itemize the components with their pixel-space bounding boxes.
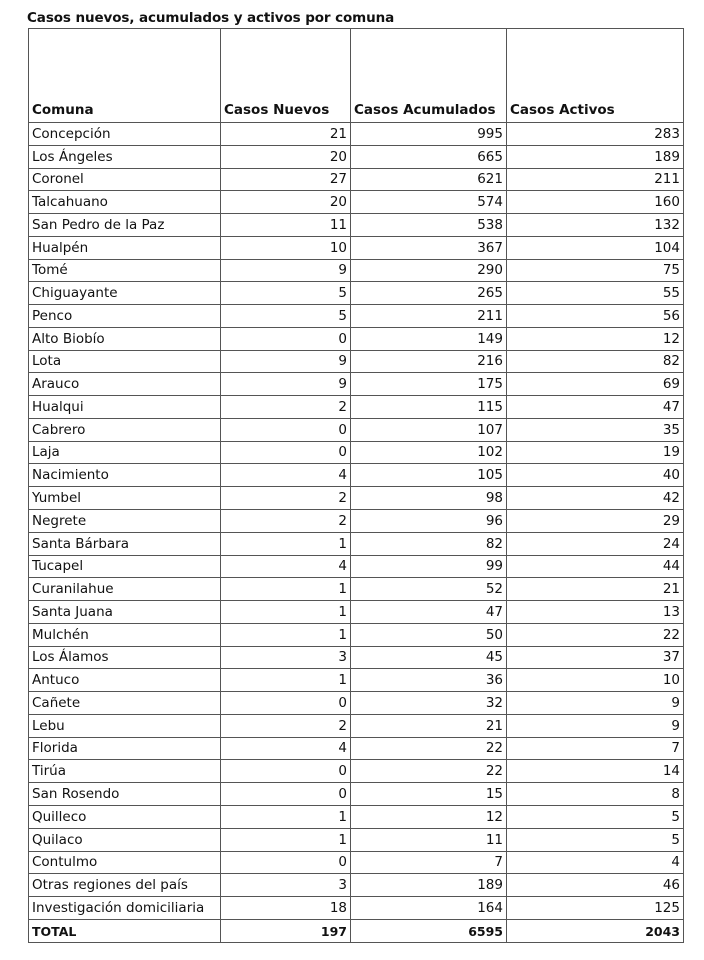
comuna-cell: Negrete	[29, 510, 221, 533]
casos-activos-cell: 4	[507, 851, 684, 874]
table-row	[29, 760, 684, 783]
casos-acumulados-cell: 96	[351, 510, 507, 533]
table-row	[29, 669, 684, 692]
casos-nuevos-cell: 2	[221, 487, 351, 510]
comuna-cell: Alto Biobío	[29, 327, 221, 350]
casos-activos-cell: 14	[507, 760, 684, 783]
casos-activos-cell: 283	[507, 123, 684, 146]
casos-activos-cell: 69	[507, 373, 684, 396]
total-casos-activos: 2043	[507, 919, 684, 942]
table-row	[29, 805, 684, 828]
casos-acumulados-cell: 164	[351, 897, 507, 920]
casos-nuevos-cell: 21	[221, 123, 351, 146]
casos-activos-cell: 82	[507, 350, 684, 373]
casos-nuevos-cell: 1	[221, 601, 351, 624]
casos-acumulados-cell: 15	[351, 783, 507, 806]
table-row	[29, 418, 684, 441]
casos-activos-cell: 19	[507, 441, 684, 464]
table-row	[29, 623, 684, 646]
casos-acumulados-cell: 621	[351, 168, 507, 191]
comuna-cell: Arauco	[29, 373, 221, 396]
casos-acumulados-cell: 665	[351, 145, 507, 168]
casos-acumulados-cell: 45	[351, 646, 507, 669]
table-row	[29, 396, 684, 419]
table-row	[29, 282, 684, 305]
casos-nuevos-cell: 10	[221, 236, 351, 259]
casos-acumulados-cell: 82	[351, 532, 507, 555]
comuna-cell: Florida	[29, 737, 221, 760]
casos-acumulados-cell: 102	[351, 441, 507, 464]
comuna-cell: Curanilahue	[29, 578, 221, 601]
comuna-cell: Concepción	[29, 123, 221, 146]
comuna-cell: Quilleco	[29, 805, 221, 828]
casos-acumulados-cell: 47	[351, 601, 507, 624]
casos-activos-cell: 7	[507, 737, 684, 760]
casos-acumulados-cell: 22	[351, 737, 507, 760]
casos-nuevos-cell: 1	[221, 828, 351, 851]
comuna-cell: Talcahuano	[29, 191, 221, 214]
comuna-cell: Tucapel	[29, 555, 221, 578]
casos-acumulados-cell: 36	[351, 669, 507, 692]
casos-activos-cell: 13	[507, 601, 684, 624]
casos-activos-cell: 8	[507, 783, 684, 806]
total-label: TOTAL	[29, 919, 221, 942]
comuna-cell: Santa Bárbara	[29, 532, 221, 555]
casos-nuevos-cell: 1	[221, 669, 351, 692]
comuna-cell: Investigación domiciliaria	[29, 897, 221, 920]
comuna-cell: Coronel	[29, 168, 221, 191]
casos-activos-cell: 46	[507, 874, 684, 897]
cases-table	[28, 28, 684, 943]
casos-activos-cell: 5	[507, 805, 684, 828]
casos-activos-cell: 47	[507, 396, 684, 419]
casos-activos-cell: 37	[507, 646, 684, 669]
comuna-cell: Mulchén	[29, 623, 221, 646]
casos-acumulados-cell: 574	[351, 191, 507, 214]
casos-activos-cell: 24	[507, 532, 684, 555]
comuna-cell: Yumbel	[29, 487, 221, 510]
casos-activos-cell: 40	[507, 464, 684, 487]
table-row	[29, 350, 684, 373]
casos-acumulados-cell: 149	[351, 327, 507, 350]
casos-activos-cell: 75	[507, 259, 684, 282]
casos-acumulados-cell: 99	[351, 555, 507, 578]
table-row	[29, 692, 684, 715]
total-casos-nuevos: 197	[221, 919, 351, 942]
casos-activos-cell: 29	[507, 510, 684, 533]
comuna-cell: Los Álamos	[29, 646, 221, 669]
casos-nuevos-cell: 3	[221, 874, 351, 897]
comuna-cell: San Pedro de la Paz	[29, 214, 221, 237]
table-row	[29, 783, 684, 806]
casos-acumulados-cell: 290	[351, 259, 507, 282]
casos-activos-cell: 5	[507, 828, 684, 851]
header-comuna: Comuna	[29, 29, 221, 123]
casos-activos-cell: 104	[507, 236, 684, 259]
comuna-cell: Tomé	[29, 259, 221, 282]
table-row	[29, 532, 684, 555]
casos-nuevos-cell: 1	[221, 532, 351, 555]
casos-activos-cell: 132	[507, 214, 684, 237]
casos-activos-cell: 22	[507, 623, 684, 646]
table-row	[29, 236, 684, 259]
casos-activos-cell: 42	[507, 487, 684, 510]
casos-activos-cell: 35	[507, 418, 684, 441]
casos-acumulados-cell: 50	[351, 623, 507, 646]
comuna-cell: Lota	[29, 350, 221, 373]
comuna-cell: Penco	[29, 305, 221, 328]
comuna-cell: Quilaco	[29, 828, 221, 851]
comuna-cell: Antuco	[29, 669, 221, 692]
casos-activos-cell: 160	[507, 191, 684, 214]
comuna-cell: Cañete	[29, 692, 221, 715]
casos-activos-cell: 44	[507, 555, 684, 578]
casos-acumulados-cell: 11	[351, 828, 507, 851]
casos-nuevos-cell: 27	[221, 168, 351, 191]
casos-activos-cell: 9	[507, 692, 684, 715]
casos-nuevos-cell: 1	[221, 623, 351, 646]
comuna-cell: Contulmo	[29, 851, 221, 874]
casos-nuevos-cell: 3	[221, 646, 351, 669]
casos-acumulados-cell: 52	[351, 578, 507, 601]
casos-nuevos-cell: 2	[221, 510, 351, 533]
table-row	[29, 828, 684, 851]
casos-nuevos-cell: 0	[221, 327, 351, 350]
casos-activos-cell: 56	[507, 305, 684, 328]
casos-nuevos-cell: 0	[221, 441, 351, 464]
table-row	[29, 327, 684, 350]
header-casos-activos: Casos Activos	[507, 29, 684, 123]
comuna-cell: Nacimiento	[29, 464, 221, 487]
casos-acumulados-cell: 32	[351, 692, 507, 715]
table-row	[29, 464, 684, 487]
table-row	[29, 214, 684, 237]
casos-activos-cell: 21	[507, 578, 684, 601]
header-casos-acumulados: Casos Acumulados	[351, 29, 507, 123]
casos-acumulados-cell: 7	[351, 851, 507, 874]
casos-acumulados-cell: 538	[351, 214, 507, 237]
table-row	[29, 714, 684, 737]
comuna-cell: Los Ángeles	[29, 145, 221, 168]
casos-activos-cell: 125	[507, 897, 684, 920]
comuna-cell: Cabrero	[29, 418, 221, 441]
comuna-cell: Hualqui	[29, 396, 221, 419]
table-row	[29, 441, 684, 464]
casos-nuevos-cell: 20	[221, 191, 351, 214]
casos-nuevos-cell: 2	[221, 396, 351, 419]
table-row	[29, 601, 684, 624]
table-row	[29, 145, 684, 168]
table-row	[29, 259, 684, 282]
comuna-cell: Hualpén	[29, 236, 221, 259]
comuna-cell: Otras regiones del país	[29, 874, 221, 897]
casos-acumulados-cell: 367	[351, 236, 507, 259]
casos-nuevos-cell: 4	[221, 464, 351, 487]
table-row	[29, 851, 684, 874]
casos-activos-cell: 10	[507, 669, 684, 692]
casos-acumulados-cell: 995	[351, 123, 507, 146]
casos-acumulados-cell: 211	[351, 305, 507, 328]
casos-nuevos-cell: 9	[221, 373, 351, 396]
table-row	[29, 897, 684, 920]
casos-acumulados-cell: 115	[351, 396, 507, 419]
table-row	[29, 555, 684, 578]
total-row	[29, 919, 684, 942]
table-row	[29, 874, 684, 897]
casos-acumulados-cell: 216	[351, 350, 507, 373]
casos-activos-cell: 9	[507, 714, 684, 737]
casos-activos-cell: 55	[507, 282, 684, 305]
table-row	[29, 487, 684, 510]
casos-nuevos-cell: 0	[221, 783, 351, 806]
casos-acumulados-cell: 175	[351, 373, 507, 396]
table-row	[29, 123, 684, 146]
table-row	[29, 305, 684, 328]
casos-acumulados-cell: 21	[351, 714, 507, 737]
comuna-cell: San Rosendo	[29, 783, 221, 806]
casos-acumulados-cell: 12	[351, 805, 507, 828]
casos-nuevos-cell: 9	[221, 350, 351, 373]
total-casos-acumulados: 6595	[351, 919, 507, 942]
table-row	[29, 191, 684, 214]
casos-acumulados-cell: 265	[351, 282, 507, 305]
casos-nuevos-cell: 0	[221, 418, 351, 441]
casos-nuevos-cell: 20	[221, 145, 351, 168]
casos-acumulados-cell: 105	[351, 464, 507, 487]
casos-nuevos-cell: 1	[221, 805, 351, 828]
casos-activos-cell: 189	[507, 145, 684, 168]
table-title: Casos nuevos, acumulados y activos por comuna	[27, 10, 395, 26]
casos-activos-cell: 211	[507, 168, 684, 191]
header-casos-nuevos: Casos Nuevos	[221, 29, 351, 123]
casos-acumulados-cell: 22	[351, 760, 507, 783]
table-row	[29, 578, 684, 601]
casos-acumulados-cell: 189	[351, 874, 507, 897]
comuna-cell: Chiguayante	[29, 282, 221, 305]
comuna-cell: Lebu	[29, 714, 221, 737]
casos-nuevos-cell: 5	[221, 305, 351, 328]
comuna-cell: Santa Juana	[29, 601, 221, 624]
casos-nuevos-cell: 4	[221, 737, 351, 760]
table-row	[29, 510, 684, 533]
table-row	[29, 737, 684, 760]
casos-nuevos-cell: 0	[221, 851, 351, 874]
casos-nuevos-cell: 18	[221, 897, 351, 920]
table-row	[29, 646, 684, 669]
table-row	[29, 373, 684, 396]
comuna-cell: Laja	[29, 441, 221, 464]
casos-acumulados-cell: 107	[351, 418, 507, 441]
casos-nuevos-cell: 4	[221, 555, 351, 578]
table-row	[29, 168, 684, 191]
casos-acumulados-cell: 98	[351, 487, 507, 510]
casos-nuevos-cell: 9	[221, 259, 351, 282]
casos-nuevos-cell: 2	[221, 714, 351, 737]
casos-nuevos-cell: 0	[221, 760, 351, 783]
comuna-cell: Tirúa	[29, 760, 221, 783]
casos-activos-cell: 12	[507, 327, 684, 350]
casos-nuevos-cell: 0	[221, 692, 351, 715]
casos-nuevos-cell: 11	[221, 214, 351, 237]
header-row	[29, 29, 684, 123]
casos-nuevos-cell: 1	[221, 578, 351, 601]
casos-nuevos-cell: 5	[221, 282, 351, 305]
